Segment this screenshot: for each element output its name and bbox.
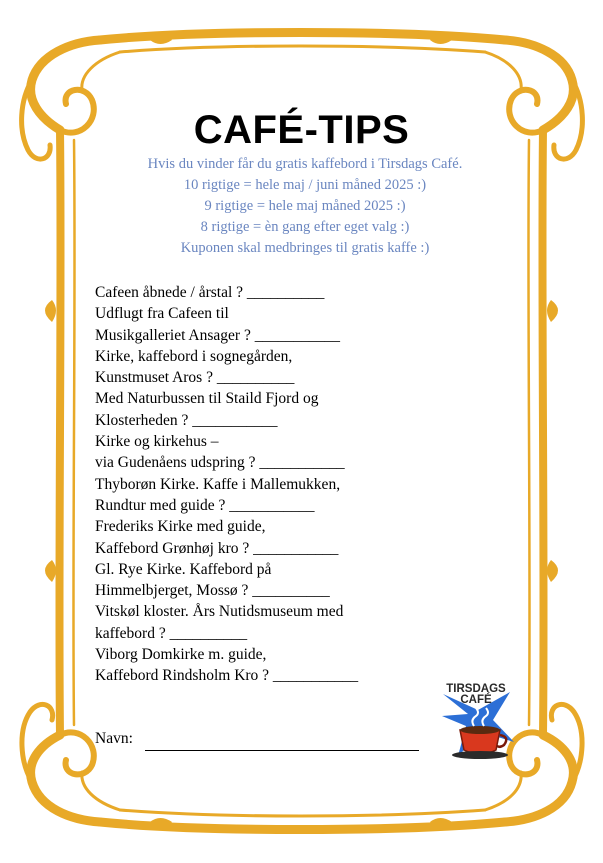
intro-line: Hvis du vinder får du gratis kaffebord i Tirsdags Café. bbox=[147, 156, 463, 172]
question-line: Musikgalleriet Ansager ? ___________ bbox=[95, 326, 340, 344]
page-title: CAFÉ-TIPS bbox=[193, 108, 410, 152]
question-line: via Gudenåens udspring ? ___________ bbox=[95, 454, 345, 472]
question-line: Frederiks Kirke med guide, bbox=[95, 518, 266, 536]
question-line: Rundtur med guide ? ___________ bbox=[95, 496, 315, 514]
question-line: Viborg Domkirke m. guide, bbox=[95, 646, 267, 664]
question-line: Kunstmuset Aros ? __________ bbox=[95, 369, 295, 387]
intro-line: 10 rigtige = hele maj / juni måned 2025 :) bbox=[183, 177, 427, 193]
name-fill-line[interactable] bbox=[145, 750, 419, 751]
question-line: Klosterheden ? ___________ bbox=[95, 411, 278, 429]
question-line: kaffebord ? __________ bbox=[95, 624, 248, 642]
name-label: Navn: bbox=[95, 730, 133, 747]
intro-line: 9 rigtige = hele maj måned 2025 :) bbox=[204, 198, 406, 214]
logo-text-line1: TIRSDAGS bbox=[446, 683, 506, 695]
question-line: Gl. Rye Kirke. Kaffebord på bbox=[95, 560, 272, 578]
question-line: Cafeen åbnede / årstal ? __________ bbox=[95, 284, 325, 301]
question-line: Thyborøn Kirke. Kaffe i Mallemukken, bbox=[95, 475, 341, 493]
question-line: Himmelbjerget, Mossø ? __________ bbox=[95, 582, 330, 600]
question-line: Kirke og kirkehus – bbox=[95, 433, 219, 451]
question-line: Kaffebord Rindsholm Kro ? ___________ bbox=[95, 667, 359, 685]
intro-line: Kuponen skal medbringes til gratis kaffe :) bbox=[180, 240, 430, 256]
intro-line: 8 rigtige = èn gang efter eget valg :) bbox=[200, 219, 410, 235]
question-line: Med Naturbussen til Staild Fjord og bbox=[95, 390, 319, 408]
question-line: Kaffebord Grønhøj kro ? ___________ bbox=[95, 539, 339, 557]
question-line: Udflugt fra Cafeen til bbox=[95, 305, 229, 323]
logo-text-line2: CAFÉ bbox=[460, 694, 492, 706]
question-list bbox=[95, 282, 425, 687]
question-line: Kirke, kaffebord i sognegården, bbox=[95, 347, 293, 365]
intro-text bbox=[60, 154, 550, 259]
question-line: Vitskøl kloster. Års Nutidsmuseum med bbox=[95, 603, 344, 621]
